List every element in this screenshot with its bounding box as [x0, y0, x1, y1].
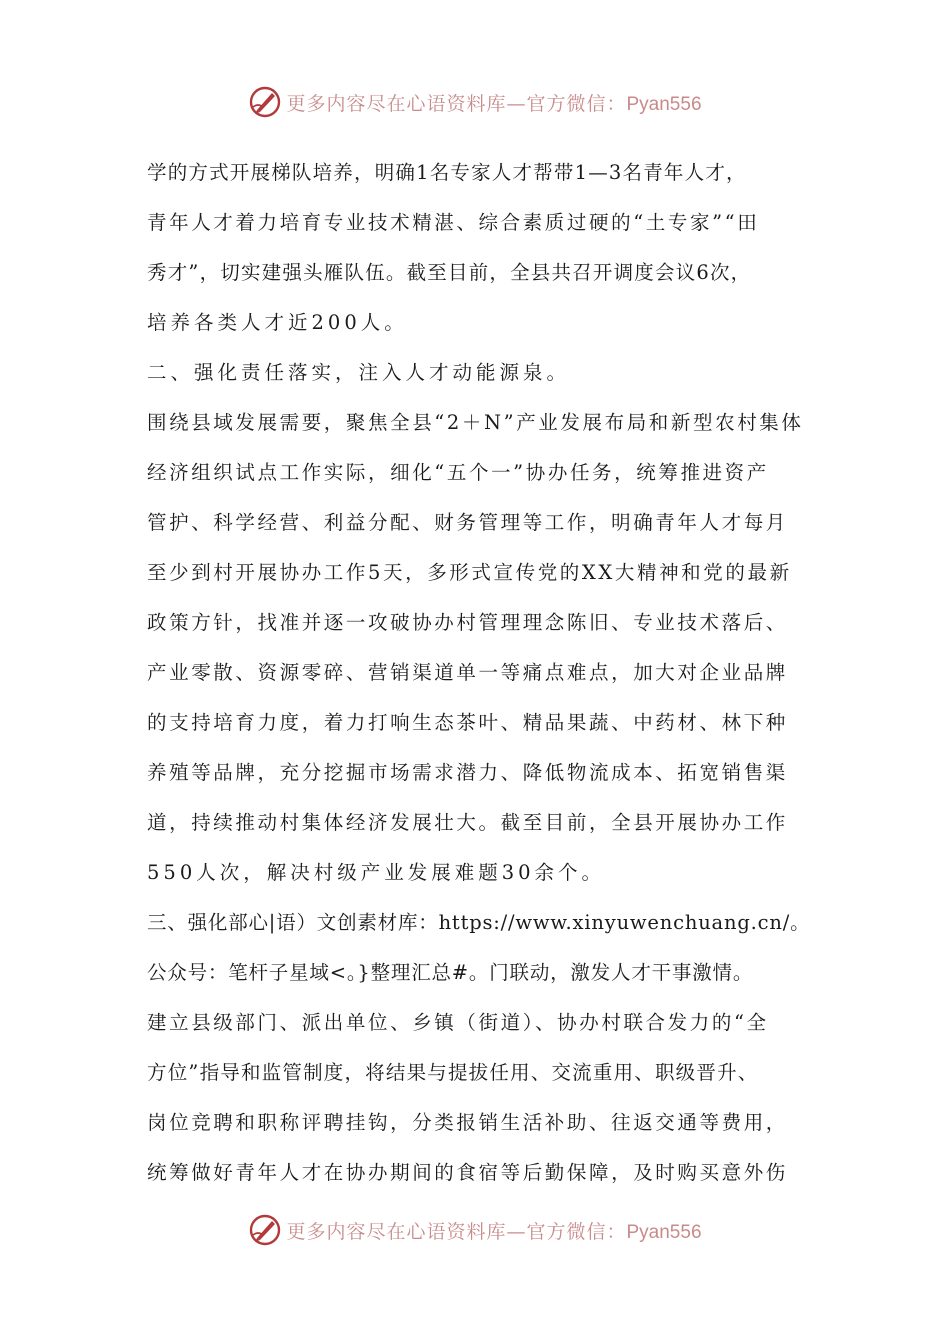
header-wechat-id: Pyan556 — [626, 93, 702, 115]
footer-banner-label: 更多内容尽在心语资料库—官方微信： — [286, 1220, 627, 1243]
body-line: 公众号：笔杆子星域<。}整理汇总#。门联动，激发人才干事激情。 — [147, 961, 754, 984]
footer-watermark — [0, 1210, 950, 1250]
body-line: 至少到村开展协办工作5天，多形式宣传党的XX大精神和党的最新 — [147, 561, 792, 584]
body-line: 的支持培育力度，着力打响生态茶叶、精品果蔬、中药材、林下种 — [147, 711, 788, 734]
footer-wechat-id: Pyan556 — [626, 1221, 702, 1243]
body-line: 方位”指导和监管制度，将结果与提拔任用、交流重用、职级晋升、 — [147, 1061, 759, 1084]
pen-logo-icon — [248, 1213, 282, 1247]
body-line: 统筹做好青年人才在协办期间的食宿等后勤保障，及时购买意外伤 — [147, 1161, 788, 1184]
body-line: 学的方式开展梯队培养，明确1名专家人才帮带1—3名青年人才， — [147, 161, 747, 184]
pen-logo-icon — [248, 85, 282, 119]
body-line: 产业零散、资源零碎、营销渠道单一等痛点难点，加大对企业品牌 — [147, 661, 788, 684]
body-line: 岗位竞聘和职称评聘挂钩，分类报销生活补助、往返交通等费用， — [147, 1111, 788, 1134]
header-watermark — [0, 82, 950, 122]
body-line: 培养各类人才近200人。 — [147, 311, 408, 334]
header-banner-label: 更多内容尽在心语资料库—官方微信： — [286, 92, 627, 115]
body-line: 政策方针，找准并逐一攻破协办村管理理念陈旧、专业技术落后、 — [147, 611, 788, 634]
body-line: 经济组织试点工作实际，细化“五个一”协办任务，统筹推进资产 — [147, 461, 769, 484]
body-line: 550人次，解决村级产业发展难题30余个。 — [147, 861, 606, 884]
header-banner-text — [286, 89, 701, 116]
body-line: 建立县级部门、派出单位、乡镇（街道）、协办村联合发力的“全 — [147, 1011, 769, 1034]
body-line: 道，持续推动村集体经济发展壮大。截至目前，全县开展协办工作 — [147, 811, 788, 834]
footer-banner-text — [286, 1217, 701, 1244]
body-line: 青年人才着力培育专业技术精湛、综合素质过硬的“土专家”“田 — [147, 211, 760, 234]
body-line: 管护、科学经营、利益分配、财务管理等工作，明确青年人才每月 — [147, 511, 788, 534]
section-heading: 二、强化责任落实，注入人才动能源泉。 — [147, 361, 571, 384]
body-line: 秀才”，切实建强头雁队伍。截至目前，全县共召开调度会议6次， — [147, 261, 752, 284]
body-line: 围绕县域发展需要，聚焦全县“2＋N”产业发展布局和新型农村集体 — [147, 411, 804, 434]
body-line: 养殖等品牌，充分挖掘市场需求潜力、降低物流成本、拓宽销售渠 — [147, 761, 788, 784]
section-heading: 三、强化部心|语）文创素材库：https://www.xinyuwenchuang.cn/。 — [147, 911, 811, 934]
document-body — [147, 148, 827, 1198]
